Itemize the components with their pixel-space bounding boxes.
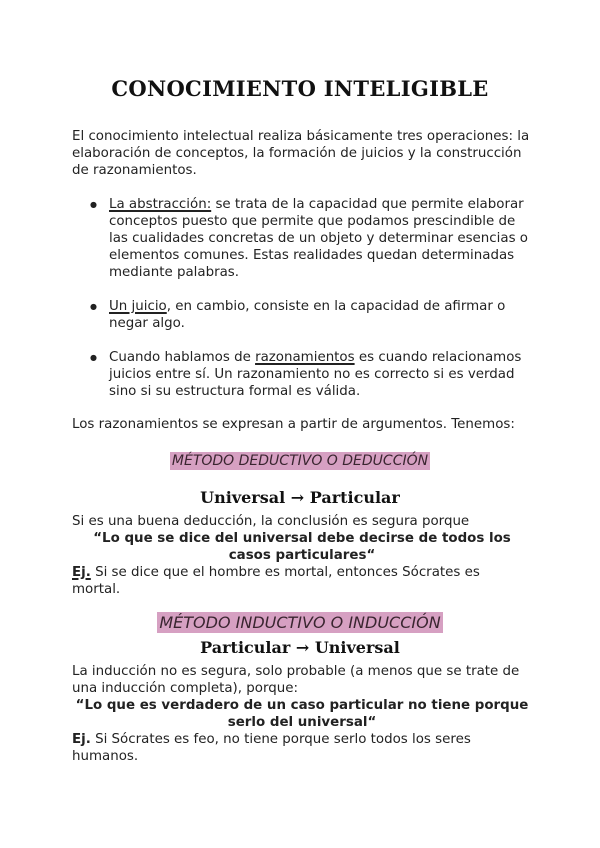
term-judgment: Un juicio	[109, 299, 167, 314]
deductive-example	[72, 564, 532, 598]
inductive-quote: “Lo que es verdadero de un caso particular no tiene porque serlo del universal“	[75, 698, 529, 730]
judgment-text: , en cambio, consiste en la capacidad de afirmar o negar algo.	[109, 299, 506, 331]
term-reasoning: razonamientos	[255, 350, 355, 365]
page-title: CONOCIMIENTO INTELIGIBLE	[111, 76, 489, 101]
deductive-heading-text: MÉTODO DEDUCTIVO O DEDUCCIÓN	[171, 453, 429, 469]
list-item-reasoning	[72, 349, 532, 400]
deductive-heading	[0, 450, 600, 470]
inductive-heading-text: MÉTODO INDUCTIVO O INDUCCIÓN	[159, 613, 441, 632]
deductive-quote: “Lo que se dice del universal debe decirse de todos los casos particulares“	[93, 531, 511, 563]
inductive-heading	[0, 612, 600, 633]
intro-paragraph: El conocimiento intelectual realiza básicamente tres operaciones: la elaboración de conceptos, la formación de juicios y la construcción de razonamientos.	[72, 129, 530, 178]
deductive-line: Si es una buena deducción, la conclusión es segura porque	[72, 514, 470, 529]
inductive-example-text: Si Sócrates es feo, no tiene porque serlo todos los seres humanos.	[72, 732, 471, 764]
deductive-example-text: Si se dice que el hombre es mortal, entonces Sócrates es mortal.	[72, 565, 480, 597]
deductive-subheading: Universal → Particular	[200, 488, 400, 507]
arguments-line: Los razonamientos se expresan a partir de argumentos. Tenemos:	[72, 417, 515, 432]
inductive-example	[72, 731, 532, 765]
reasoning-prefix: Cuando hablamos de	[109, 350, 256, 365]
inductive-line: La inducción no es segura, solo probable (a menos que se trate de una inducción completa), porque:	[72, 664, 520, 696]
inductive-example-label: Ej.	[72, 732, 91, 747]
list-item-judgment	[72, 298, 532, 332]
term-abstraction: La abstracción:	[109, 197, 212, 212]
reasoning-text: es cuando relacionamos juicios entre sí. Un razonamiento no es correcto si es verdad sino si su estructura formal es válida.	[109, 350, 522, 399]
list-item-abstraction	[72, 196, 532, 281]
inductive-subheading: Particular → Universal	[200, 638, 400, 657]
abstraction-text: se trata de la capacidad que permite elaborar conceptos puesto que permite que podamos prescindible de las cualidades concretas de un objeto y determinar esencias o elementos comunes. Estas realidades quedan determinadas mediante palabras.	[109, 197, 528, 280]
deductive-example-label: Ej.	[72, 565, 91, 580]
